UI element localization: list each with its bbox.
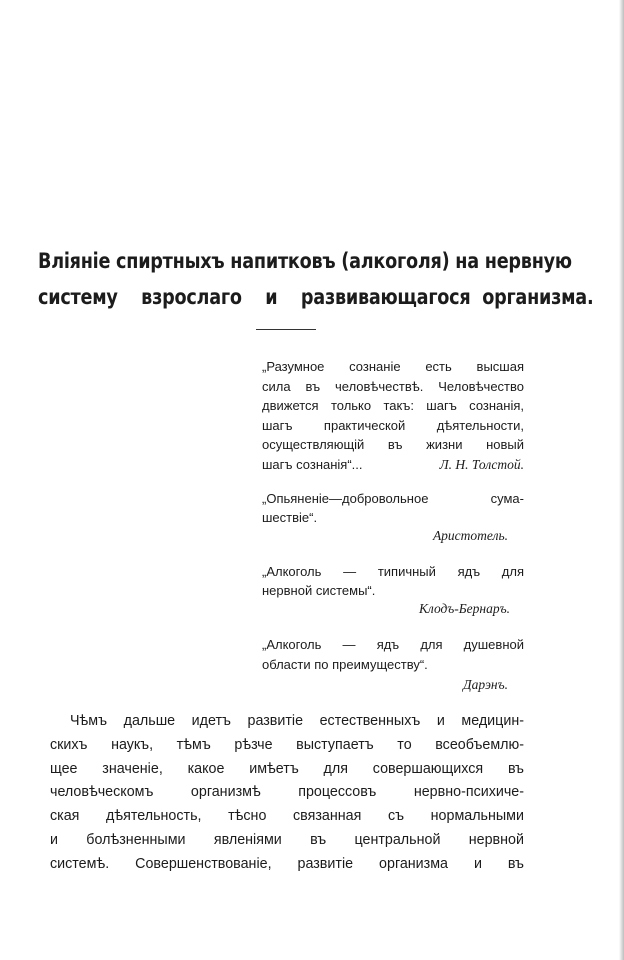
quote-line: движется только такъ: шагъ сознанія, bbox=[262, 398, 524, 414]
quote-line: „Разумное сознаніе есть высшая bbox=[262, 359, 524, 374]
epigraph-quote bbox=[262, 635, 524, 674]
title-word: взрослаго bbox=[141, 285, 242, 309]
body-paragraph bbox=[50, 710, 524, 877]
epigraphs bbox=[262, 357, 524, 701]
quote-line: „Алкоголь — ядъ для душевной bbox=[262, 636, 524, 652]
epigraph-tolstoy bbox=[262, 357, 524, 475]
epigraph-quote bbox=[262, 357, 524, 455]
body-line: человѣческомъ организмѣ процессовъ нервно-психиче- bbox=[50, 784, 524, 801]
epigraph-quote bbox=[262, 489, 524, 528]
quote-line: „Опьяненіе—добровольное сума- bbox=[262, 490, 524, 506]
title-word: и bbox=[265, 285, 278, 309]
epigraph-quote bbox=[262, 562, 524, 601]
epigraph-claude-bernard bbox=[262, 562, 524, 622]
epigraph-author: Аристотель. bbox=[432, 527, 508, 543]
quote-line: шагъ практической дѣятельности, bbox=[262, 417, 524, 433]
title-word: развивающагося bbox=[300, 285, 471, 309]
body-line: и болѣзненными явленіями въ центральной нервной bbox=[50, 831, 524, 848]
title-word: организма. bbox=[482, 285, 594, 309]
quote-line: сила въ человѣчествѣ. Человѣчество bbox=[262, 378, 524, 394]
epigraph-author-row bbox=[262, 674, 524, 701]
body-line: ская дѣятельность, тѣсно связанная съ нормальными bbox=[50, 808, 524, 825]
quote-line: шагъ сознанія“... bbox=[262, 456, 363, 472]
page-edge-shadow bbox=[619, 0, 624, 960]
quote-line: „Алкоголь — типичный ядъ для bbox=[262, 563, 524, 579]
body-line: скихъ наукъ, тѣмъ рѣзче выступаетъ то всеобъемлю- bbox=[50, 736, 524, 753]
body-line: системѣ. Совершенствованіе, развитіе организма и въ bbox=[50, 855, 524, 872]
chapter-title-line-2 bbox=[38, 281, 594, 313]
epigraph-last-row bbox=[262, 455, 524, 475]
quote-line: области по преимуществу“. bbox=[262, 656, 428, 672]
epigraph-author: Клодъ-Бернаръ. bbox=[418, 600, 510, 616]
body-line: щее значеніе, какое имѣетъ для совершающихся въ bbox=[50, 760, 524, 777]
quote-line: шествіе“. bbox=[262, 510, 318, 526]
epigraph-aristotle bbox=[262, 489, 524, 549]
epigraph-author-row bbox=[262, 528, 524, 549]
epigraph-daren bbox=[262, 635, 524, 701]
chapter-title-line-1: Вліяніе спиртныхъ напитковъ (алкоголя) на нервную bbox=[38, 249, 572, 273]
epigraph-author-row bbox=[262, 601, 524, 622]
title-word: систему bbox=[38, 285, 118, 309]
epigraph-author: Л. Н. Толстой. bbox=[439, 456, 524, 472]
quote-line: осуществляющій въ жизни новый bbox=[262, 437, 524, 453]
title-divider bbox=[256, 329, 316, 330]
quote-line: нервной системы“. bbox=[262, 583, 376, 599]
body-line: Чѣмъ дальше идетъ развитіе естественныхъ и медицин- bbox=[70, 713, 524, 729]
epigraph-author: Дарэнъ. bbox=[463, 677, 508, 693]
